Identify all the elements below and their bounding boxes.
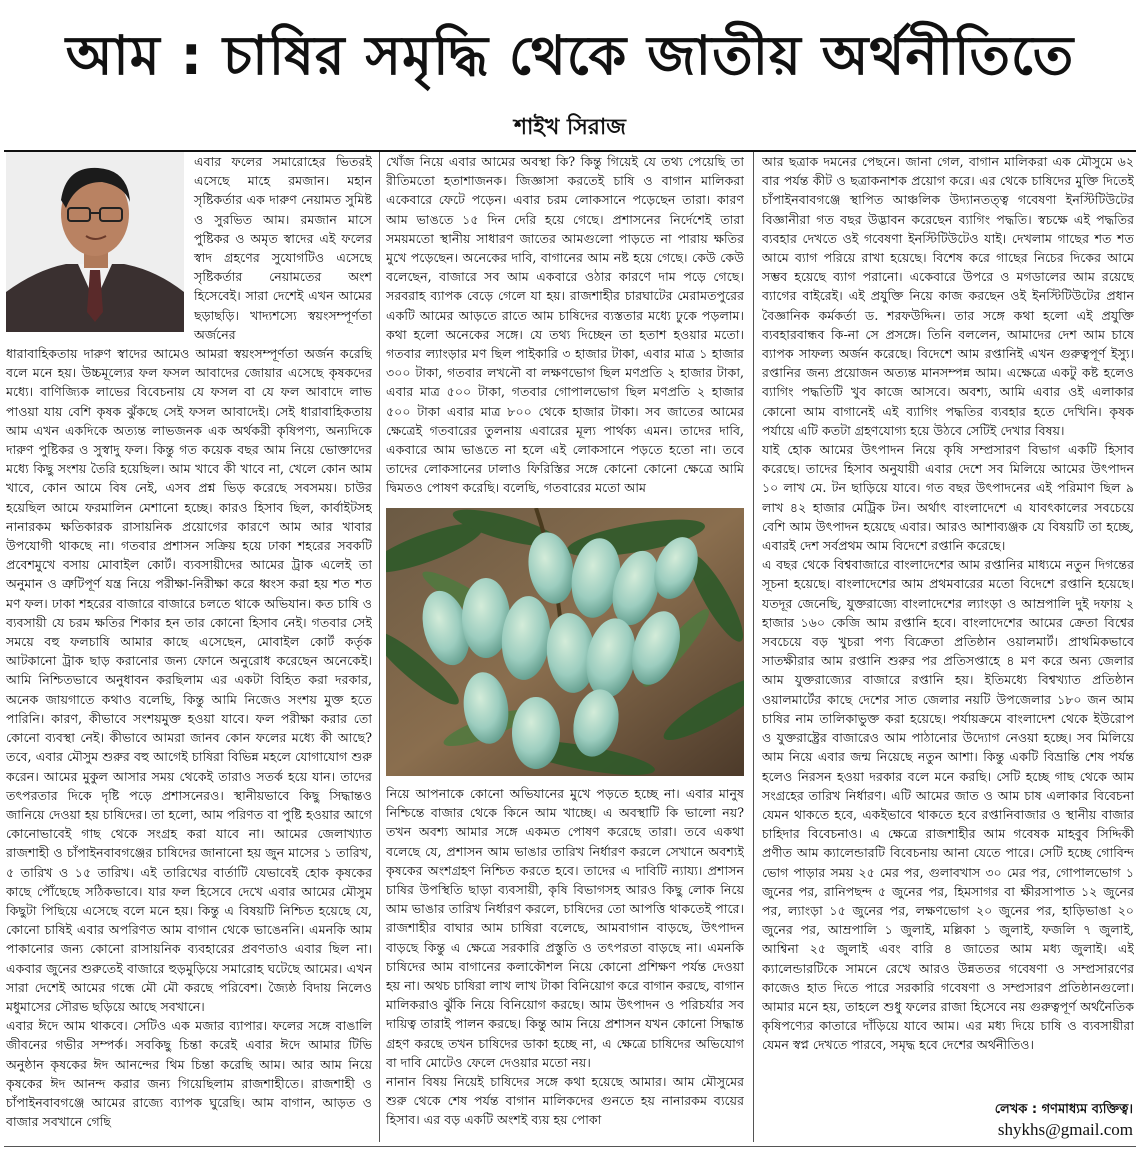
col2-tail: নানান বিষয় নিয়েই চাষিদের সঙ্গে কথা হয়েছে আমার। আম মৌসুমের শুরু থেকে শেষ পর্যন্ত বাগান মালিকদের গুনতে হয় নানারকম ব্যয়ের হিসাব। এর বড় একটি অংশই ব্যয় হয় পোকা bbox=[386, 1074, 744, 1128]
column-2 bbox=[386, 152, 744, 1145]
writer-note: লেখক : গণমাধ্যম ব্যক্তিত্ব। bbox=[994, 1102, 1133, 1117]
col1-intro: এবার ফলের সমারোহের ভিতরই এসেছে মাহে রমজান। মহান সৃষ্টিকর্তার এক দারুণ নেয়ামত সুমিষ্ট ও সুরভিত আম। রমজান মাসে পুষ্টিকর ও অমৃত স্বাদের এই ফলের স্বাদ গ্রহণের সুযোগটিও এসেছে সৃষ্টিকর্তার নেয়ামতের অংশ হিসেবেই। সারা দেশেই এখন আমের ছড়াছড়ি। খাদ্যশস্যে স্বয়ংসম্পূর্ণতা অর্জনের bbox=[194, 154, 372, 342]
column-1 bbox=[6, 152, 372, 1145]
mango-cluster-icon bbox=[386, 508, 744, 776]
column-divider bbox=[379, 152, 380, 1142]
col2-bottom: নিয়ে আপনাকে কোনো অভিযানের মুখে পড়তে হচ্ছে না। এবার মানুষ নিশ্চিন্তে বাজার থেকে কিনে আম খাচ্ছে। এ অবস্থাটি কি ভালো নয়? তখন অবশ্য আমার সঙ্গে একমত পোষণ করেছে তারা। তবে একথা বলেছে যে, প্রশাসন আম ভাঙার তারিখ নির্ধারণ করলে সেখানে অবশ্যই কৃষকের অংশগ্রহণ নিশ্চিত করতে হবে। তাদের এ দাবিটি ন্যায্য। প্রশাসন চাষির উপস্থিতি ছাড়া ব্যবসায়ী, কৃষি বিভাগসহ আরও কিছু লোক নিয়ে আম ভাঙার তারিখ নির্ধারণ করলে, চাষিদের তো আপত্তি থাকতেই পারে। রাজশাহীর বাঘার আম চাষিরা বলেছে, আমবাগান বাড়ছে, উৎপাদন বাড়ছে কিন্তু এ ক্ষেত্রে সরকারি প্রস্তুতি ও তৎপরতা বাড়ছে না। এমনকি চাষিদের আম বাগানের কলাকৌশল নিয়ে কোনো প্রশিক্ষণ পর্যন্ত দেওয়া হয় না। অথচ চাষিরা লাখ লাখ টাকা বিনিয়োগ করে বাগান করছে, বাগান মালিকরাও ঝুঁকি নিয়ে বিনিয়োগ করছে। আম উৎপাদন ও পরিচর্যার সব দায়িত্ব তারাই পালন করছে। কিন্তু আম নিয়ে প্রশাসন যখন কোনো সিদ্ধান্ত গ্রহণ করছে তখন চাষিদের ডাকা হচ্ছে না, এ ক্ষেত্রে চাষিদের অভিযোগ বা দাবি মোটেও ফেলে দেওয়ার মতো নয়। bbox=[386, 786, 744, 1070]
byline: শাইখ সিরাজ bbox=[514, 115, 626, 140]
bottom-rule bbox=[4, 1146, 1136, 1147]
author-portrait-icon bbox=[6, 152, 184, 332]
col3-para-3: এ বছর থেকে বিশ্ববাজারে বাংলাদেশের আম রপ্তানির মাধ্যমে নতুন দিগন্তের সূচনা হয়েছে। বাংলাদেশের আম প্রথমবারের মতো বিদেশে রপ্তানি হয়েছে। যতদূর জেনেছি, যুক্তরাজ্যে বাংলাদেশের ল্যাংড়া ও আম্রপালি দুই দফায় ২ হাজার ১৬০ কেজি আম রপ্তানি হবে। বাংলাদেশের আমের ক্রেতা বিশ্বের সবচেয়ে বড় খুচরা পণ্য বিক্রেতা প্রতিষ্ঠান ওয়ালমার্ট। প্রাথমিকভাবে সাতক্ষীরার আম রপ্তানি শুরুর পর প্রতিসপ্তাহে ৪ মণ করে অন্য জেলার আম যুক্তরাজ্যের বাজারে রপ্তানি হয়। ইতিমধ্যে বিশ্বখ্যাত প্রতিষ্ঠান ওয়ালমার্টের কাছে দেশের সাত জেলার নয়টি উপজেলার ১৮০ জন আম চাষির নাম তালিকাভুক্ত করা হয়েছে। পর্যায়ক্রমে বাংলাদেশ থেকে ইউরোপ ও যুক্তরাষ্ট্রের বাজারেও আম পাঠানোর উদ্যোগ নেওয়া হচ্ছে। সব মিলিয়ে আম নিয়ে এবার জন্ম নিয়েছে নতুন আশা। কিন্তু একটি বিভ্রান্তি শেষ পর্যন্ত হলেও নিরসন হওয়া দরকার বলে মনে করছি। সেটি হচ্ছে গাছ থেকে আম সংগ্রহের তারিখ নির্ধারণ। এটি আমের জাত ও আম চাষ এলাকার বিবেচনা যেমন থাকতে হবে, একইভাবে থাকতে হবে রপ্তানিবাজার ও স্থানীয় বাজার চাহিদার বিবেচনাও। এ ক্ষেত্রে রাজশাহীর আম গবেষক মাহবুব সিদ্দিকী প্রণীত আম ক্যালেন্ডারটি বিবেচনায় আনা যেতে পারে। সেটি হচ্ছে গোবিন্দ ভোগ পাড়ার সময় ২৫ মের পর, গুলাবখাস ৩০ মের পর, গোপালভোগ ১ জুনের পর, রানিপছন্দ ৫ জুনের পর, হিমসাগর বা ক্ষীরসাপাত ১২ জুনের পর, ল্যাংড়া ১৫ জুনের পর, লক্ষণভোগ ২০ জুনের পর, হাড়িভাঙা ২০ জুনের পর, আম্রপালি ১ জুলাই, মল্লিকা ১ জুলাই, ফজলি ৭ জুলাই, আশ্বিনা ২৫ জুলাই এবং বারি ৪ জাতের আম মধ্য জুলাই। এই ক্যালেন্ডারটিকে সামনে রেখে আরও উন্নততর গবেষণা ও সম্প্রসারণের কাজেও হাত দিতে পারে সরকারি গবেষণা ও সম্প্রসারণ প্রতিষ্ঠানগুলো। আমার মনে হয়, তাহলে শুধু ফলের রাজা হিসেবে নয় গুরুত্বপূর্ণ অর্থনৈতিক কৃষিপণ্যের কাতারে দাঁড়িয়ে যাবে আম। এর মধ্য দিয়ে চাষি ও ব্যবসায়ীরা যেমন স্বপ্ন দেখতে পারবে, সমৃদ্ধ হবে দেশের অর্থনীতিও। bbox=[762, 557, 1134, 1053]
column-divider bbox=[753, 152, 754, 1142]
col3-para-1: আর ছত্রাক দমনের পেছনে। জানা গেল, বাগান মালিকরা এক মৌসুমে ৬২ বার পর্যন্ত কীট ও ছত্রাকনাশক প্রয়োগ করে। এর থেকে চাষিদের মুক্তি দিতেই চাঁপাইনবাবগঞ্জে স্থাপিত আঞ্চলিক উদ্যানতত্ত্ব গবেষণা ইনস্টিটিউটের বিজ্ঞানীরা গত বছর উদ্ভাবন করেছেন ব্যাগিং পদ্ধতি। স্বচক্ষে এই পদ্ধতির ব্যবহার দেখতে ওই গবেষণা ইনস্টিটিউটেও যাই। দেখলাম গাছের শত শত আমে ব্যাগ পরিয়ে রাখা হয়েছে। বিশেষ করে গাছের নিচের দিকের আমে সম্ভব হয়েছে ব্যাগ পরানো। একেবারে উপরে ও মগডালের আম রয়েছে ব্যাগের বাইরেই। এই প্রযুক্তি নিয়ে কাজ করছেন ওই ইনস্টিটিউটের প্রধান বৈজ্ঞানিক কর্মকর্তা ড. শরফউদ্দিন। তার সঙ্গে কথা হলো এই প্রযুক্তি ব্যবহারবান্ধব কি-না সে প্রসঙ্গে। তিনি বললেন, আমাদের দেশ আম চাষে ব্যাপক সাফল্য অর্জন করেছে। বিদেশে আম রপ্তানিই এখন গুরুত্বপূর্ণ ইস্যু। রপ্তানির জন্য প্রয়োজন অত্যন্ত মানসম্পন্ন আম। এক্ষেত্রে একটু কষ্ট হলেও ব্যাগিং পদ্ধতিটি খুব কাজে আসবে। অবশ্য, আমি এবার ওই এলাকার কোনো আম বাগানেই এই ব্যাগিং পদ্ধতির ব্যবহার হতে দেখিনি। কৃষক পর্যায়ে এটি কতটা গ্রহণযোগ্য হয়ে উঠবে সেটিই দেখার বিষয়। bbox=[762, 154, 1134, 438]
author-email[interactable]: shykhs@gmail.com bbox=[997, 1120, 1133, 1139]
col3-para-2: যাই হোক আমের উৎপাদন নিয়ে কৃষি সম্প্রসারণ বিভাগ একটি হিসাব করেছে। তাদের হিসাব অনুযায়ী এবার দেশে সব মিলিয়ে আমের উৎপাদন ১০ লাখ মে. টন ছাড়িয়ে যাবে। গত বছর উৎপাদনের এই পরিমাণ ছিল ৯ লাখ ৪২ হাজার মেট্রিক টন। অর্থাৎ বাংলাদেশে এ যাবৎকালের সবচেয়ে বেশি আম উৎপাদন হয়েছে এবার। আরও আশাব্যঞ্জক যে বিষয়টি তা হচ্ছে, এবারই দেশ সর্বপ্রথম আম বিদেশে রপ্তানি করেছে। bbox=[762, 442, 1134, 554]
author-photo bbox=[6, 152, 184, 332]
mango-photo bbox=[386, 508, 744, 776]
col1-tail: এবার ঈদে আম থাকবে। সেটিও এক মজার ব্যাপার। ফলের সঙ্গে বাঙালি জীবনের গভীর সম্পর্ক। সবকিছু চিন্তা করেই এবার ঈদে আমার টিভি অনুষ্ঠান কৃষকের ঈদ আনন্দের থিম চিন্তা করেছি আম। আর আম নিয়ে কৃষকের ঈদ আনন্দ করার জন্য গিয়েছিলাম রাজশাহীতে। রাজশাহী ও চাঁপাইনবাবগঞ্জে আমের রাজ্যে ব্যাপক ঘুরেছি। আম বাগান, আড়ত ও বাজার সবখানে গেছি bbox=[6, 1018, 372, 1130]
col1-body: ধারাবাহিকতায় দারুণ স্বাদের আমেও আমরা স্বয়ংসম্পূর্ণতা অর্জন করেছি বলে মনে হয়। উচ্চমূল্যের ফল ফসল আবাদের জোয়ার এসেছে কৃষকদের মধ্যে। বাণিজ্যিক লাভের বিবেচনায় যে ফসল বা যে ফল আবাদে লাভ পাওয়া যায় বেশি কৃষক ঝুঁকছে সেই ফসল আবাদেই। সেই ধারাবাহিকতায় আম এখন একদিকে অত্যন্ত লাভজনক এক অর্থকরী কৃষিপণ্য, অন্যদিকে দারুণ পুষ্টিকর ও সুস্বাদু ফল। কিন্তু গত কয়েক বছর আম নিয়ে ভোক্তাদের মধ্যে কিছু সংশয় তৈরি হয়েছিল। আম খাবে কী খাবে না, খেলে কোন আম খাবে, কোন আমে বিষ নেই, এসব প্রশ্ন ভিড় করেছে সবসময়। চাউর হয়েছিল আমে ফরমালিন মেশানো হচ্ছে। কারও হিসাব ছিল, কার্বাইটসহ নানারকম ক্ষতিকারক রাসায়নিক প্রয়োগের কারণে আম আর খাবার উপযোগী থাকছে না। গতবার প্রশাসন সক্রিয় হয়ে ঢাকা শহরের সবকটি প্রবেশমুখে বসায় মোবাইল কোর্ট। ব্যবসায়ীদের আমের ট্রাক এলেই তা অনুমান ও ত্রুটিপূর্ণ যন্ত্র নিয়ে পরীক্ষা-নিরীক্ষা করে ধ্বংস করা হয় শত শত মণ ফল। ঢাকা শহরের বাজারে বাজারে চলতে থাকে অভিযান। কত চাষি ও ব্যবসায়ী যে চরম ক্ষতির শিকার হন তার কোনো হিসাব নেই। গতবার সেই সময়ে বহু ফলচাষি আমার কাছে এসেছেন, মোবাইল কোর্ট কর্তৃক আটকানো ট্রাক ছাড় করানোর জন্য ফোনে অনুরোধ করেছেন অনেকেই। আমি নিশ্চিতভাবে অনুধাবন করছিলাম এর একটা বিহিত করা দরকার, অনেক জায়গাতে কথাও বলেছি, কিন্তু আমি নিজেও সংশয় মুক্ত হতে পারিনি। কারণ, কীভাবে সংশয়মুক্ত হওয়া যাবে। ফল পরীক্ষা করার তো কোনো ব্যবস্থা নেই। কীভাবে আমরা জানব কোন ফলের মধ্যে কী আছে? তবে, এবার মৌসুম শুরুর বহু আগেই চাষিরা বিভিন্ন মহলে যোগাযোগ শুরু করেন। আমের মুকুল আসার সময় থেকেই তারাও সতর্ক হয়ে যান। তাদের তৎপরতার দিকে দৃষ্টি পড়ে প্রশাসনেরও। স্থানীয়ভাবে কিছু সিদ্ধান্তও জানিয়ে দেওয়া হয় চাষিদের। তা হলো, আম পরিণত বা পুষ্টি হওয়ার আগে কোনোভাবেই গাছ থেকে সংগ্রহ করা যাবে না। আমের জেলাখ্যাত রাজশাহী ও চাঁপাইনবাবগঞ্জের চাষিদের জানানো হয় জুন মাসের ১ তারিখ, ৫ তারিখ ও ১৫ তারিখ। এই তারিখের বার্তাটি যেভাবেই হোক কৃষকের কাছে পৌঁছেছে সঠিকভাবে। যার ফল হিসেবে দেখে এবার আমের মৌসুম কিছুটা পিছিয়ে এসেছে বলে মনে হয়। কিন্তু এ বিষয়টি নিশ্চিত হয়েছে যে, কোনো চাষিই এবার অপরিণত আম বাগান থেকে ভাঙেননি। এমনকি আম পাকানোর জন্য কোনো রাসায়নিক ব্যবহারের প্রবণতাও এবার ছিল না। একবার জুনের শুরুতেই বাজারে হুড়মুড়িয়ে সমারোহ ঘটেছে আমের। এখন সারা দেশেই আমের গন্ধে মৌ মৌ করছে পরিবেশ। জ্যৈষ্ঠ বিদায় নিলেও মধুমাসের সৌরভ ছড়িয়ে আছে সবখানে। bbox=[6, 346, 372, 1014]
col2-top: খোঁজ নিয়ে এবার আমের অবস্থা কি? কিন্তু গিয়েই যে তথ্য পেয়েছি তা রীতিমতো হতাশাজনক। জিজ্ঞাসা করতেই চাষি ও বাগান মালিকরা একেবারে ফেটে পড়েন। এবার চরম লোকসানে পড়েছেন তারা। কারণ আম ভাঙতে ১৫ দিন দেরি হয়ে গেছে। প্রশাসনের নির্দেশেই তারা সময়মতো স্থানীয় সাধারণ জাতের আমগুলো পাড়তে না পারায় ক্ষতির মুখে পড়েছেন। অনেকের দাবি, বাগানের আম নষ্ট হয়ে গেছে। কেউ কেউ বলেছেন, বাজারে সব আম একবারে ওঠার কারণে দাম পড়ে গেছে। সরবরাহ ব্যাপক বেড়ে গেলে যা হয়। রাজশাহীর চারঘাটের মেরামতপুরের একটি আমের আড়তে রাতে আম চাষিদের ব্যস্ততার মধ্যে ঢুকে পড়লাম। কথা হলো অনেকের সঙ্গে। যে তথ্য দিচ্ছেন তা হতাশ হওয়ার মতো। গতবার ল্যাংড়ার মণ ছিল পাইকারি ৩ হাজার টাকা, এবার মাত্র ১ হাজার ৩০০ টাকা, গতবার লখনৌ বা লক্ষণভোগ ছিল মণপ্রতি ২ হাজার টাকা, এবার মাত্র ৫০০ টাকা, গতবার গোপালভোগ ছিল মণপ্রতি ২ হাজার ৫০০ টাকা এবার মাত্র ৮০০ থেকে হাজার টাকা। সব জাতের আমের ক্ষেত্রেই গতবারের তুলনায় এবারের মূল্য পার্থক্য এমন। তাদের দাবি, একবারে আম ভাঙতে না হলে এই লোকসানে পড়তে হতো না। তবে তাদের লোকসানের ঢালাও ফিরিস্তির সঙ্গে কোনো কোনো ক্ষেত্রে আমি দ্বিমতও পোষণ করেছি। বলেছি, গতবারের মতো আম bbox=[386, 154, 744, 496]
headline: আম : চাষির সমৃদ্ধি থেকে জাতীয় অর্থনীতিতে bbox=[65, 24, 1075, 87]
column-3 bbox=[762, 152, 1134, 1145]
